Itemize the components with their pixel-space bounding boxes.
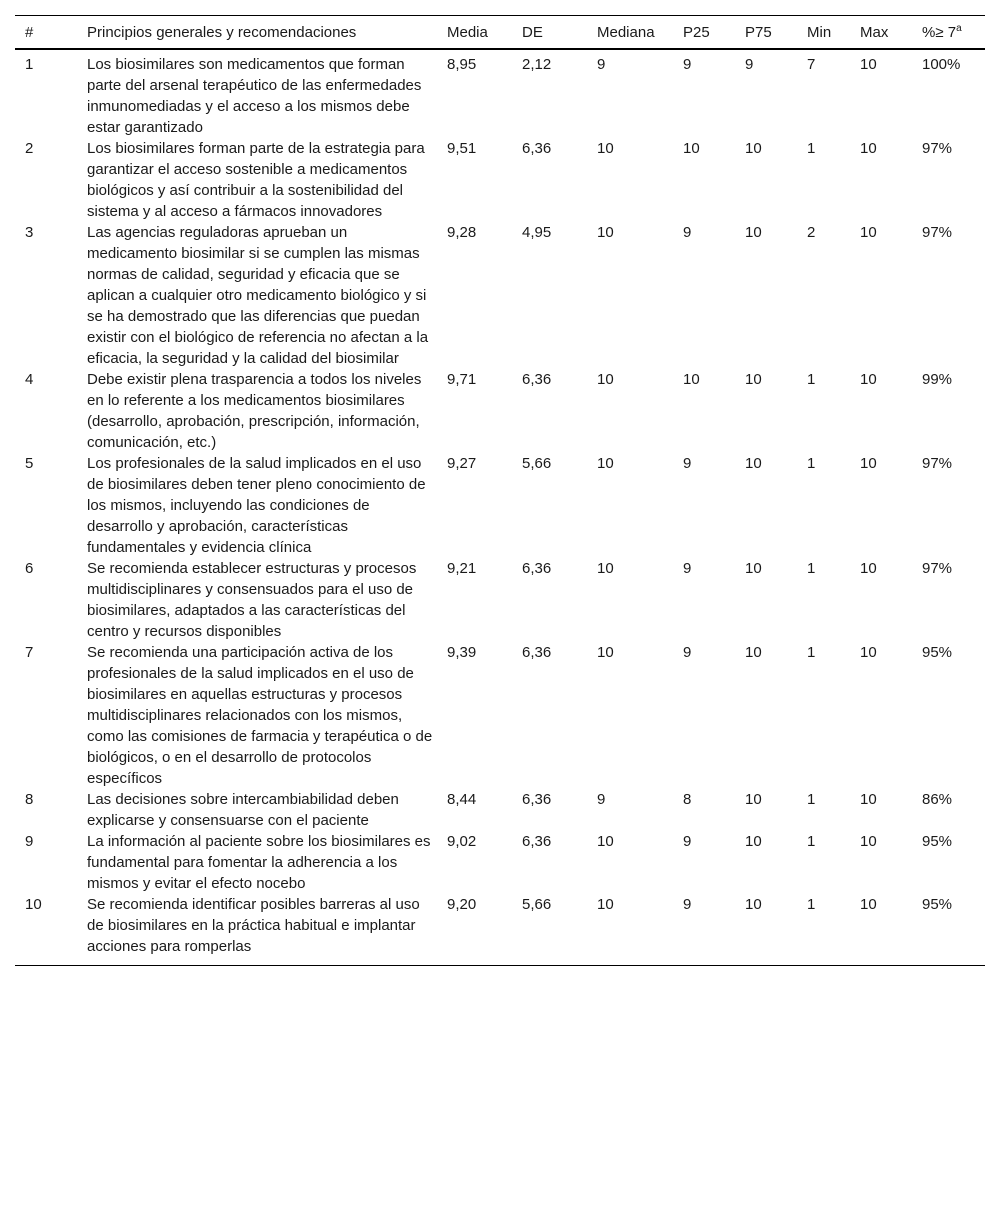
cell-number: 6 [25,560,34,577]
cell-max: 10 [860,371,877,388]
cell-number: 3 [25,224,34,241]
cell-min: 1 [807,455,816,472]
cell-de: 6,36 [522,371,552,388]
cell-max: 10 [860,833,877,850]
cell-de: 6,36 [522,791,552,808]
table-header [15,16,985,50]
header-max: Max [860,24,889,41]
table-row [15,789,985,831]
cell-mediana: 9 [597,56,606,73]
recommendations-table-container [15,15,985,966]
cell-percent-ge-7: 97% [922,455,953,472]
cell-principle: Los biosimilares forman parte de la estrategia para garantizar el acceso sostenible a medicamentos biológicos y así contribuir a la sostenibilidad del sistema y al acceso a fármacos innovadores [87,140,425,220]
header-number: # [25,24,34,41]
cell-principle: Debe existir plena trasparencia a todos los niveles en lo referente a los medicamentos biosimilares (desarrollo, aprobación, prescripción, información, comunicación, etc.) [87,371,422,451]
cell-percent-ge-7: 95% [922,833,953,850]
cell-min: 7 [807,56,816,73]
cell-media: 9,20 [447,896,477,913]
cell-p75: 10 [745,224,762,241]
cell-number: 2 [25,140,34,157]
cell-number: 8 [25,791,34,808]
cell-min: 1 [807,833,816,850]
cell-principle: Se recomienda establecer estructuras y procesos multidisciplinares y consensuados para el uso de biosimilares, adaptados a las características del centro y recursos disponibles [87,560,417,640]
cell-p25: 9 [683,644,692,661]
cell-max: 10 [860,224,877,241]
header-de: DE [522,24,543,41]
header-percent-footnote: a [956,23,962,34]
cell-mediana: 10 [597,896,614,913]
cell-media: 9,21 [447,560,477,577]
cell-p25: 9 [683,56,692,73]
cell-media: 8,44 [447,791,477,808]
cell-p75: 10 [745,791,762,808]
cell-mediana: 10 [597,455,614,472]
cell-p75: 10 [745,644,762,661]
cell-media: 9,51 [447,140,477,157]
cell-min: 1 [807,896,816,913]
cell-mediana: 10 [597,371,614,388]
cell-de: 5,66 [522,455,552,472]
cell-p25: 8 [683,791,692,808]
cell-media: 9,71 [447,371,477,388]
cell-de: 5,66 [522,896,552,913]
cell-percent-ge-7: 95% [922,896,953,913]
cell-de: 6,36 [522,140,552,157]
cell-percent-ge-7: 86% [922,791,953,808]
cell-min: 1 [807,791,816,808]
cell-min: 1 [807,560,816,577]
cell-p75: 10 [745,833,762,850]
cell-mediana: 9 [597,791,606,808]
header-media: Media [447,24,488,41]
cell-mediana: 10 [597,140,614,157]
cell-p75: 10 [745,896,762,913]
cell-max: 10 [860,455,877,472]
cell-media: 9,27 [447,455,477,472]
cell-p75: 10 [745,560,762,577]
cell-de: 6,36 [522,833,552,850]
cell-de: 6,36 [522,644,552,661]
cell-p25: 10 [683,140,700,157]
table-row [15,558,985,642]
table-row [15,894,985,966]
cell-de: 2,12 [522,56,552,73]
table-row [15,222,985,369]
header-p75: P75 [745,24,772,41]
cell-percent-ge-7: 95% [922,644,953,661]
cell-number: 5 [25,455,34,472]
cell-percent-ge-7: 97% [922,560,953,577]
cell-media: 9,02 [447,833,477,850]
cell-max: 10 [860,56,877,73]
table-row [15,369,985,453]
cell-mediana: 10 [597,560,614,577]
cell-principle: Las decisiones sobre intercambiabilidad deben explicarse y consensuarse con el paciente [87,791,399,829]
cell-p75: 10 [745,455,762,472]
cell-media: 8,95 [447,56,477,73]
cell-min: 1 [807,371,816,388]
cell-media: 9,39 [447,644,477,661]
cell-percent-ge-7: 97% [922,224,953,241]
cell-max: 10 [860,791,877,808]
cell-principle: La información al paciente sobre los biosimilares es fundamental para fomentar la adherencia a los mismos y evitar el efecto nocebo [87,833,431,892]
cell-principle: Los profesionales de la salud implicados en el uso de biosimilares deben tener pleno conocimiento de los mismos, incluyendo las condiciones de desarrollo y aprobación, características fundamentales y evidencia clínica [87,455,426,556]
cell-principle: Los biosimilares son medicamentos que forman parte del arsenal terapéutico de las enfermedades inmunomediadas y el acceso a los mismos debe estar garantizado [87,56,422,136]
cell-min: 1 [807,140,816,157]
cell-mediana: 10 [597,644,614,661]
cell-p25: 9 [683,833,692,850]
cell-min: 1 [807,644,816,661]
table-row [15,453,985,558]
cell-principle: Se recomienda identificar posibles barreras al uso de biosimilares en la práctica habitual e implantar acciones para romperlas [87,896,420,955]
table-row [15,831,985,894]
cell-max: 10 [860,896,877,913]
cell-p75: 10 [745,140,762,157]
recommendations-table [15,15,985,966]
cell-p25: 9 [683,560,692,577]
cell-de: 4,95 [522,224,552,241]
cell-min: 2 [807,224,816,241]
table-row [15,49,985,138]
cell-number: 1 [25,56,34,73]
cell-p25: 9 [683,224,692,241]
table-row [15,642,985,789]
cell-p75: 10 [745,371,762,388]
cell-de: 6,36 [522,560,552,577]
header-percent-label: %≥ 7 [922,24,957,41]
cell-p75: 9 [745,56,754,73]
cell-percent-ge-7: 99% [922,371,953,388]
cell-number: 10 [25,896,42,913]
cell-p25: 10 [683,371,700,388]
cell-mediana: 10 [597,833,614,850]
cell-max: 10 [860,140,877,157]
header-mediana: Mediana [597,24,655,41]
cell-p25: 9 [683,455,692,472]
cell-max: 10 [860,644,877,661]
cell-percent-ge-7: 100% [922,56,961,73]
header-min: Min [807,24,832,41]
header-percent-ge-7 [922,16,985,50]
cell-media: 9,28 [447,224,477,241]
cell-principle: Las agencias reguladoras aprueban un medicamento biosimilar si se cumplen las mismas normas de calidad, seguridad y eficacia que se aplican a cualquier otro medicamento biológico y si se ha demostrado que las diferencias que puedan existir con el biológico de referencia no afectan a la eficacia, la seguridad y la calidad del biosimilar [87,224,429,367]
header-principles: Principios generales y recomendaciones [87,24,357,41]
cell-number: 4 [25,371,34,388]
cell-principle: Se recomienda una participación activa de los profesionales de la salud implicados en el uso de biosimilares en aquellas estructuras y procesos multidisciplinares relacionados con los mismos, como las comisiones de farmacia y terapéutica o de biológicos, o en el desarrollo de protocolos específicos [87,644,433,787]
table-body [15,49,985,966]
cell-number: 9 [25,833,34,850]
cell-number: 7 [25,644,34,661]
cell-max: 10 [860,560,877,577]
table-row [15,138,985,222]
cell-mediana: 10 [597,224,614,241]
header-row [15,16,985,50]
cell-percent-ge-7: 97% [922,140,953,157]
cell-p25: 9 [683,896,692,913]
header-p25: P25 [683,24,710,41]
